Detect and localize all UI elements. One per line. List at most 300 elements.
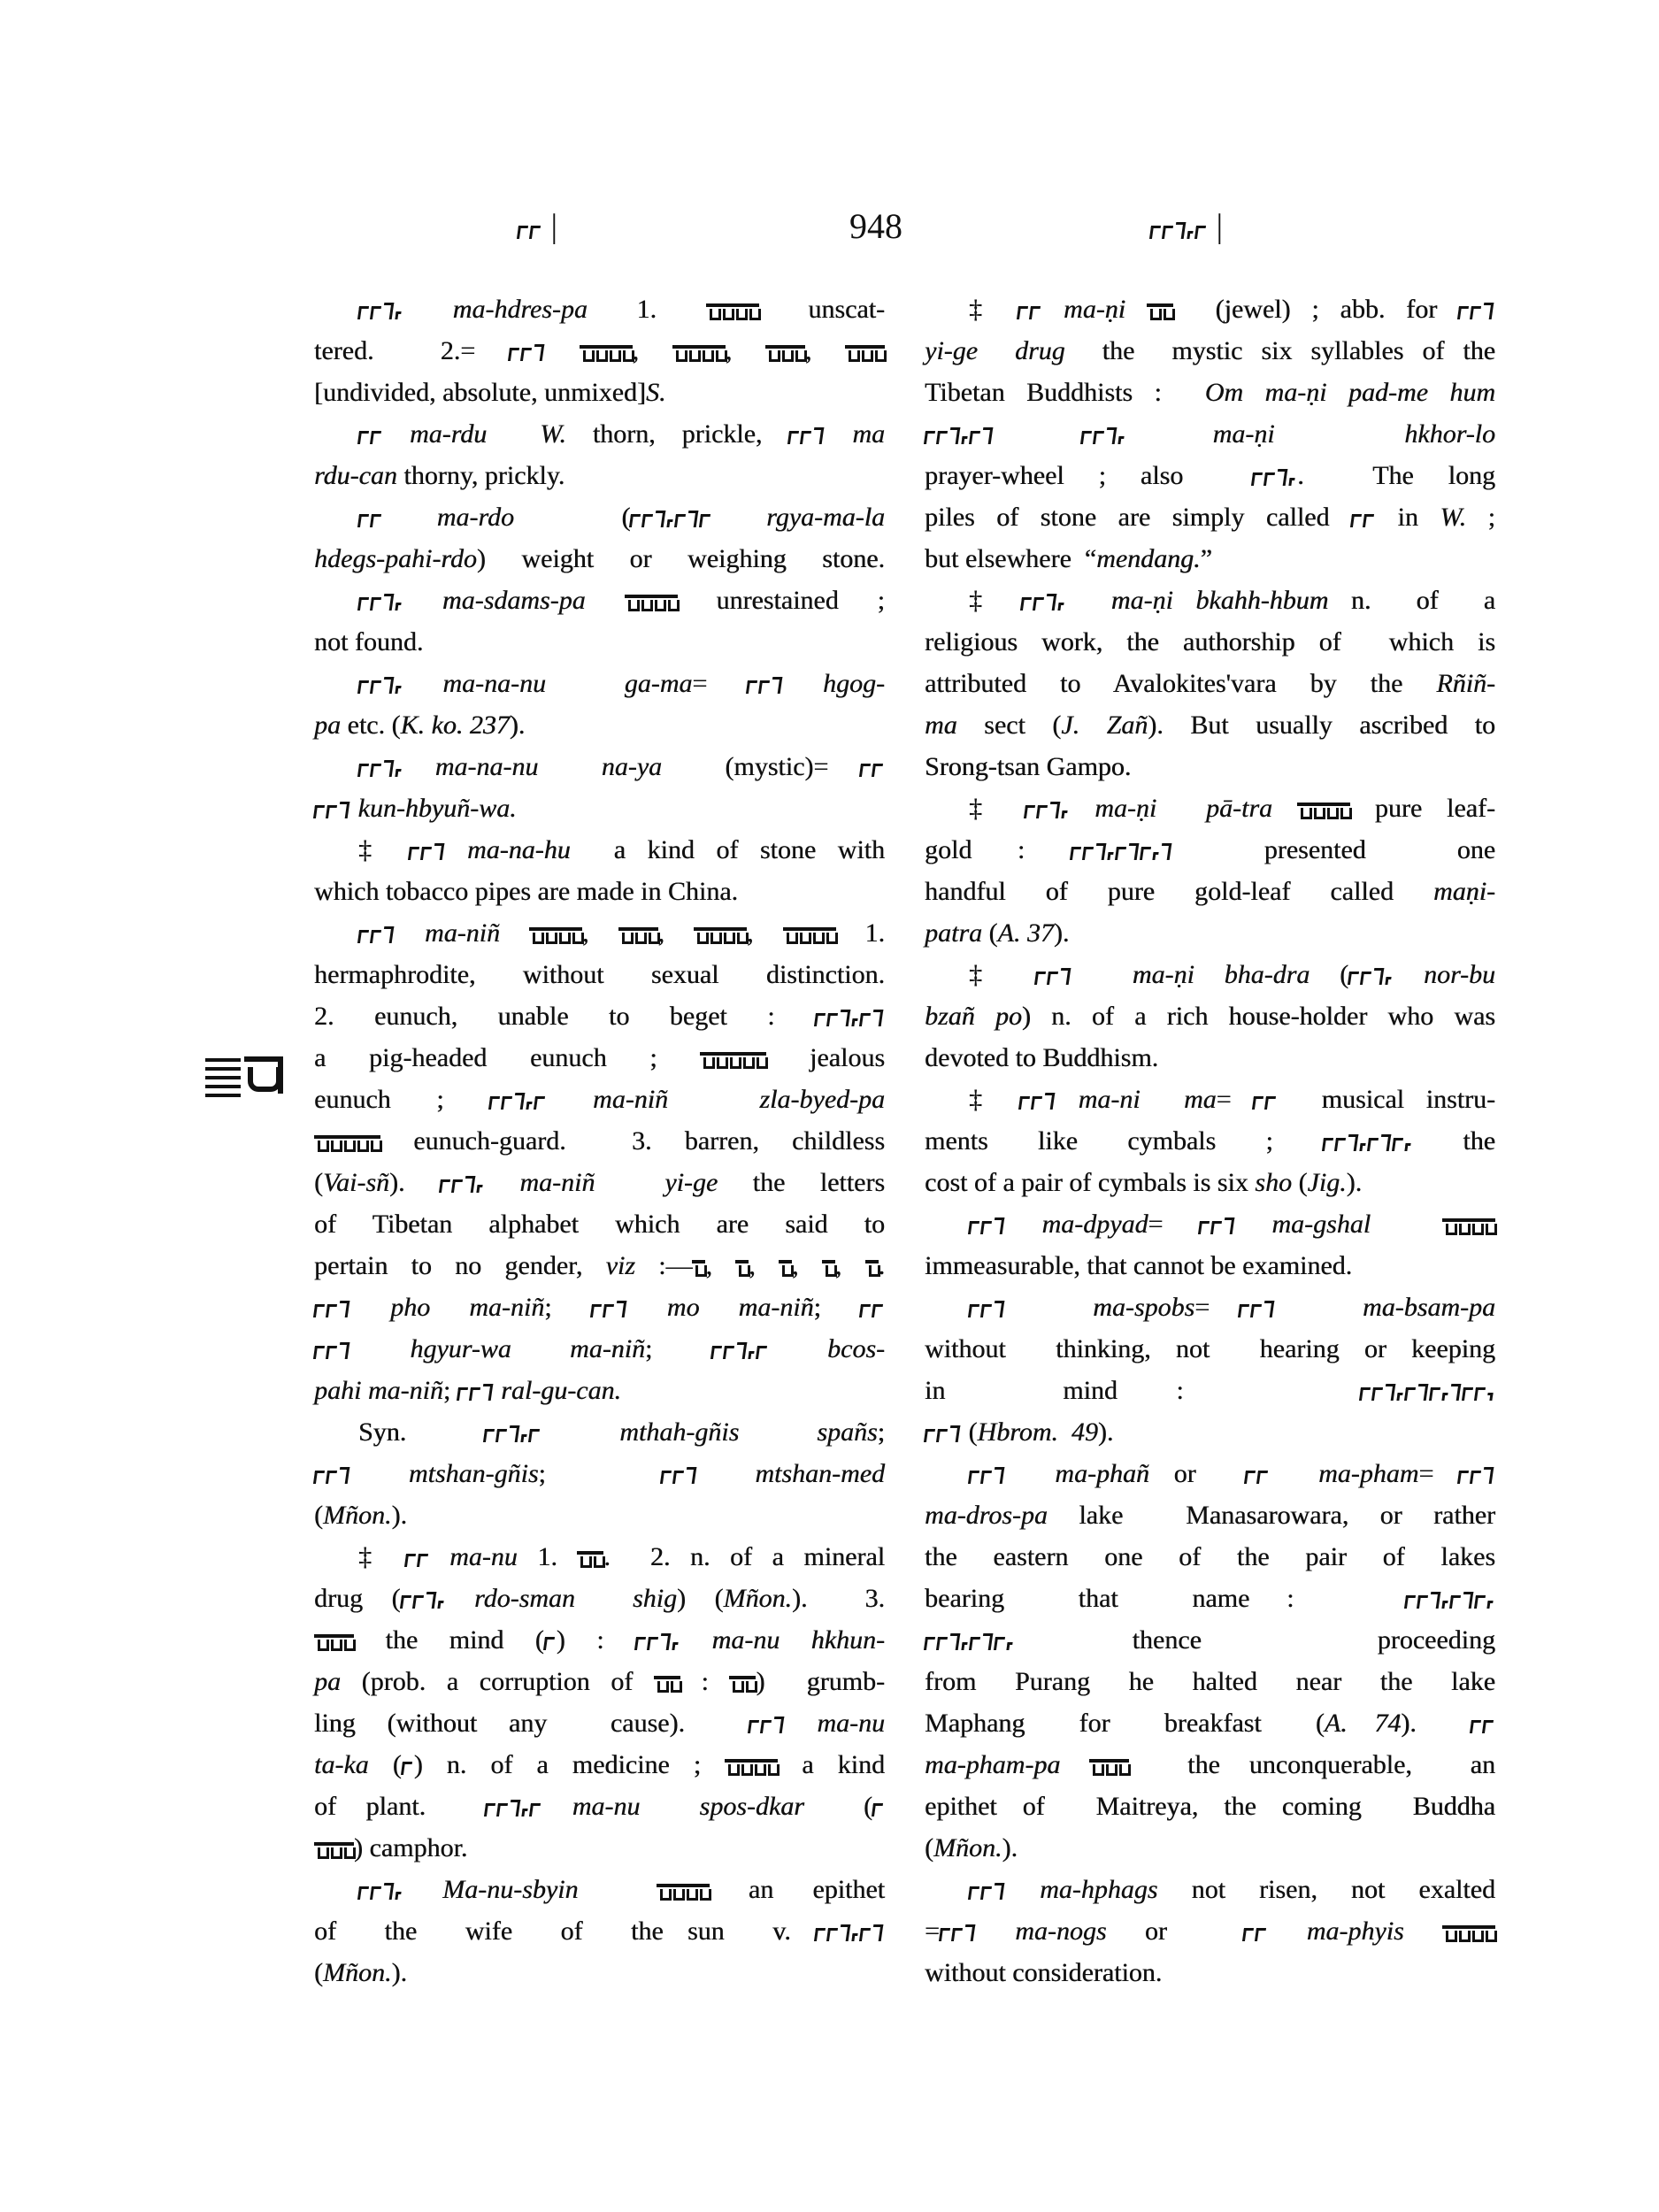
transliteration-text: mtshan-gñis bbox=[351, 1459, 539, 1488]
transliteration-text: kun-hbyuñ-wa. bbox=[351, 794, 517, 823]
definition-text: ‡ bbox=[969, 295, 1018, 324]
transliteration-text: ma-phyis bbox=[1268, 1916, 1442, 1946]
devanagari-script bbox=[1442, 1912, 1495, 1932]
definition-text: the letters bbox=[718, 1168, 886, 1197]
transliteration-text: mthah-gñis spañs bbox=[541, 1417, 878, 1447]
definition-text: lake Manasarowara, or rather bbox=[1047, 1501, 1495, 1530]
definition-text: Maphang for breakfast ( bbox=[925, 1709, 1325, 1738]
transliteration-text: ma-nogs bbox=[976, 1916, 1107, 1946]
devanagari-script bbox=[865, 1247, 879, 1266]
running-head-right bbox=[1150, 205, 1223, 248]
definition-text bbox=[546, 336, 580, 365]
transliteration-text: ma-pham bbox=[1269, 1459, 1419, 1488]
entry-line bbox=[925, 538, 1495, 580]
definition-text: musical instru- bbox=[1278, 1085, 1496, 1114]
transliteration-text: Mñon. bbox=[323, 1501, 392, 1530]
transliteration-text: sho bbox=[1255, 1168, 1292, 1197]
transliteration-text: Hbrom. 49 bbox=[977, 1417, 1098, 1447]
tibetan-script bbox=[1019, 1080, 1056, 1100]
entry-first-line bbox=[314, 746, 885, 787]
entry-first-line bbox=[314, 580, 885, 621]
transliteration-text: ma-na-hu bbox=[445, 835, 571, 864]
definition-text: devoted to Buddhism. bbox=[925, 1043, 1159, 1072]
transliteration-text: Mñon. bbox=[323, 1958, 392, 1987]
tibetan-script bbox=[358, 1870, 403, 1890]
definition-text: ( bbox=[621, 503, 631, 532]
definition-text: bearing that name : bbox=[925, 1584, 1405, 1613]
entry-line bbox=[314, 1494, 885, 1536]
definition-text: the eastern one of the pair of lakes bbox=[925, 1542, 1495, 1571]
entry-line bbox=[925, 746, 1495, 787]
devanagari-script bbox=[779, 1247, 792, 1266]
entry-line bbox=[314, 954, 885, 995]
entry-first-line bbox=[925, 1869, 1495, 1910]
transliteration-text: pho ma-niñ bbox=[351, 1293, 545, 1322]
tibetan-script bbox=[969, 1870, 1006, 1890]
entry-first-line bbox=[314, 1536, 885, 1578]
definition-text: ). 3. bbox=[791, 1584, 885, 1613]
tibetan-script bbox=[747, 664, 784, 684]
entry-first-line bbox=[925, 580, 1495, 621]
definition-text: ‡ bbox=[358, 1542, 405, 1571]
entry-line bbox=[925, 621, 1495, 663]
devanagari-script bbox=[725, 1746, 778, 1765]
entry-line bbox=[925, 1328, 1495, 1370]
transliteration-text: ma-niñ bbox=[396, 918, 529, 948]
transliteration-text: ma-hdres-pa bbox=[403, 295, 637, 324]
definition-text: the unconquerable, an bbox=[1129, 1750, 1495, 1779]
column-right bbox=[925, 288, 1495, 1993]
tibetan-script bbox=[1081, 415, 1126, 434]
definition-text: unscat- bbox=[758, 295, 885, 324]
transliteration-text: Mñon. bbox=[933, 1833, 1002, 1863]
entry-first-line bbox=[314, 663, 885, 704]
definition-text: ). bbox=[1002, 1833, 1018, 1863]
definition-text: , bbox=[725, 336, 765, 365]
devanagari-script bbox=[1442, 1205, 1495, 1225]
definition-text: . 2. n. of a mineral bbox=[603, 1542, 886, 1571]
devanagari-script bbox=[729, 1663, 756, 1682]
tibetan-script bbox=[358, 415, 383, 434]
definition-text: ) weight or weighing stone. bbox=[476, 544, 885, 573]
tibetan-script bbox=[401, 1579, 446, 1599]
entry-line bbox=[314, 1286, 885, 1328]
devanagari-script bbox=[654, 1663, 680, 1682]
devanagari-script bbox=[694, 914, 747, 933]
transliteration-text: ma-pham-pa bbox=[925, 1750, 1090, 1779]
definition-text: , bbox=[657, 918, 694, 948]
definition-text: pure leaf- bbox=[1349, 794, 1495, 823]
entry-line bbox=[925, 1827, 1495, 1869]
tibetan-script bbox=[749, 1704, 786, 1724]
tibetan-script bbox=[969, 1455, 1006, 1474]
transliteration-text: ma-ni ma bbox=[1056, 1085, 1217, 1114]
definition-text: , bbox=[792, 1251, 822, 1280]
transliteration-text: ma-nu spos-dkar bbox=[542, 1792, 804, 1821]
transliteration-text: ma-phañ bbox=[1006, 1459, 1149, 1488]
definition-text: the mystic six syllables of the bbox=[1064, 336, 1495, 365]
definition-text: = bbox=[925, 1916, 940, 1946]
definition-text: thence proceeding bbox=[1015, 1625, 1495, 1655]
devanagari-script bbox=[314, 1829, 354, 1848]
tibetan-script bbox=[484, 1413, 541, 1432]
definition-text: from Purang he halted near the lake bbox=[925, 1667, 1495, 1696]
definition-text: 1. bbox=[636, 295, 706, 324]
entry-line bbox=[314, 372, 885, 413]
transliteration-text: Vai-sñ bbox=[323, 1168, 389, 1197]
running-head-left bbox=[518, 205, 557, 248]
transliteration-text: hgyur-wa ma-niñ bbox=[351, 1334, 646, 1363]
devanagari-script bbox=[700, 1039, 766, 1058]
tibetan-script bbox=[405, 1538, 430, 1557]
entry-line bbox=[314, 1952, 885, 1993]
transliteration-text: K. ko. 237 bbox=[400, 710, 510, 740]
transliteration-text: ma bbox=[826, 419, 886, 449]
definition-text: , bbox=[749, 1251, 780, 1280]
transliteration-text: Om ma-ṇi pad-me hum bbox=[1204, 378, 1496, 407]
devanagari-script bbox=[625, 581, 678, 601]
entry-line bbox=[314, 1786, 885, 1827]
running-head-bar: | bbox=[1216, 208, 1224, 245]
definition-text: Syn. bbox=[358, 1417, 485, 1447]
entry-line bbox=[314, 1328, 885, 1370]
devanagari-script bbox=[1089, 1746, 1129, 1765]
definition-text: pertain to no gender, bbox=[314, 1251, 606, 1280]
definition-text: ; bbox=[645, 1334, 711, 1363]
transliteration-text: ta-ka bbox=[314, 1750, 369, 1779]
tibetan-script bbox=[635, 1621, 680, 1640]
definition-text: = bbox=[1216, 1085, 1254, 1114]
definition-text: not risen, not exalted bbox=[1157, 1875, 1495, 1904]
thumb-index-ma-icon bbox=[205, 1053, 290, 1099]
transliteration-text: ma-rdo bbox=[383, 503, 622, 532]
transliteration-text: S. bbox=[645, 378, 666, 407]
definition-text: :— bbox=[634, 1251, 693, 1280]
definition-text: ” bbox=[1200, 544, 1212, 573]
transliteration-text: mtshan-med bbox=[697, 1459, 885, 1488]
entry-first-line bbox=[925, 1453, 1495, 1494]
transliteration-text: ma-niñ zla-byed-pa bbox=[547, 1085, 885, 1114]
transliteration-text: pahi ma-niñ bbox=[314, 1376, 443, 1405]
entry-line bbox=[314, 1827, 885, 1869]
page-number: 948 bbox=[849, 206, 902, 246]
tibetan-script bbox=[1471, 1704, 1495, 1724]
tibetan-script bbox=[314, 789, 351, 809]
tibetan-script bbox=[544, 1621, 557, 1640]
tibetan-script bbox=[485, 1787, 542, 1807]
definition-text: ‡ bbox=[969, 1085, 1019, 1114]
definition-text: ( bbox=[314, 1958, 323, 1987]
definition-text: of the wife of the sun v. bbox=[314, 1916, 815, 1946]
definition-text: ( bbox=[1291, 1168, 1308, 1197]
tibetan-script bbox=[1252, 457, 1297, 476]
definition-text: a kind bbox=[778, 1750, 885, 1779]
tibetan-script bbox=[409, 831, 446, 850]
definition-text: ) n. of a medicine ; bbox=[413, 1750, 726, 1779]
tibetan-script bbox=[358, 498, 383, 518]
transliteration-text: ma bbox=[925, 710, 957, 740]
entry-line bbox=[314, 1744, 885, 1786]
tibetan-script bbox=[1018, 290, 1042, 310]
definition-text: sect ( bbox=[956, 710, 1062, 740]
devanagari-script bbox=[706, 290, 759, 310]
transliteration-text: ma-ṇi bha-dra bbox=[1072, 960, 1310, 989]
tibetan-script bbox=[872, 1787, 885, 1807]
tibetan-script bbox=[1239, 1288, 1276, 1308]
entry-line bbox=[925, 663, 1495, 704]
tibetan-script bbox=[314, 1455, 351, 1474]
transliteration-text: rdu-can bbox=[314, 461, 397, 490]
definition-text: tered. 2.= bbox=[314, 336, 509, 365]
transliteration-text: ma-rdu W. bbox=[383, 419, 566, 449]
transliteration-text: ma-hphags bbox=[1006, 1875, 1158, 1904]
transliteration-text: Rñiñ- bbox=[1436, 669, 1495, 698]
definition-text: without consideration. bbox=[925, 1958, 1163, 1987]
tibetan-script bbox=[591, 1288, 628, 1308]
tibetan-script bbox=[1150, 207, 1208, 227]
devanagari-script bbox=[580, 332, 633, 351]
tibetan-script bbox=[358, 581, 403, 601]
devanagari-script bbox=[618, 914, 658, 933]
tibetan-script bbox=[1360, 1371, 1495, 1391]
transliteration-text: hgog- bbox=[783, 669, 885, 698]
tibetan-script bbox=[788, 415, 826, 434]
definition-text: or bbox=[1148, 1459, 1245, 1488]
entry-line bbox=[314, 621, 885, 663]
definition-text: ( bbox=[314, 1168, 323, 1197]
tibetan-script bbox=[860, 748, 885, 767]
definition-text: eunuch ; bbox=[314, 1085, 490, 1114]
entry-first-line bbox=[314, 496, 885, 538]
entry-line bbox=[925, 1162, 1495, 1203]
definition-text: of Tibetan alphabet which are said to bbox=[314, 1210, 885, 1239]
transliteration-text: pa bbox=[314, 710, 341, 740]
tibetan-script bbox=[1035, 956, 1072, 975]
entry-line bbox=[925, 1702, 1495, 1744]
devanagari-script bbox=[1297, 789, 1350, 809]
definition-text: in bbox=[1376, 503, 1440, 532]
transliteration-text: W. bbox=[1440, 503, 1467, 532]
transliteration-text: rdo-sman shig bbox=[445, 1584, 677, 1613]
entry-first-line bbox=[925, 787, 1495, 829]
devanagari-script bbox=[577, 1538, 603, 1557]
definition-text: Tibetan Buddhists : bbox=[925, 378, 1205, 407]
tibetan-script bbox=[1025, 789, 1070, 809]
definition-text: ‡ bbox=[969, 586, 1021, 615]
tibetan-script bbox=[815, 1912, 885, 1932]
transliteration-text: A. 74 bbox=[1324, 1709, 1402, 1738]
devanagari-script bbox=[657, 1870, 710, 1890]
entry-first-line bbox=[925, 1079, 1495, 1120]
definition-text: 1. bbox=[517, 1542, 578, 1571]
definition-text: ( bbox=[368, 1750, 402, 1779]
entry-line bbox=[925, 871, 1495, 912]
entry-line bbox=[925, 455, 1495, 496]
transliteration-text: ma-bsam-pa bbox=[1275, 1293, 1495, 1322]
entry-line bbox=[314, 1370, 885, 1411]
entry-line bbox=[314, 1162, 885, 1203]
transliteration-text: ral-gu-can. bbox=[494, 1376, 621, 1405]
tibetan-script bbox=[969, 1288, 1006, 1308]
entry-line bbox=[314, 1910, 885, 1952]
definition-text: in mind : bbox=[925, 1376, 1360, 1405]
definition-text: . bbox=[878, 1251, 886, 1280]
devanagari-script bbox=[529, 914, 582, 933]
definition-text: ments like cymbals ; bbox=[925, 1126, 1324, 1156]
entry-line bbox=[925, 372, 1495, 413]
definition-text: ) n. of a rich house-holder who was bbox=[1021, 1002, 1495, 1031]
definition-text: ). But usually ascribed to bbox=[1148, 710, 1496, 740]
entry-line bbox=[314, 1578, 885, 1619]
transliteration-text: ma-na-nu ga-ma bbox=[403, 669, 693, 698]
devanagari-script bbox=[845, 332, 885, 351]
definition-text: handful of pure gold-leaf called bbox=[925, 877, 1433, 906]
entry-line bbox=[314, 1037, 885, 1079]
definition-text: = bbox=[1148, 1210, 1199, 1239]
transliteration-text: ma-spobs bbox=[1006, 1293, 1195, 1322]
devanagari-script bbox=[822, 1247, 835, 1266]
definition-text: or bbox=[1106, 1916, 1244, 1946]
definition-text: , bbox=[705, 1251, 736, 1280]
entry-line bbox=[314, 1453, 885, 1494]
entry-line bbox=[925, 704, 1495, 746]
transliteration-text: ma-na-nu na-ya bbox=[403, 752, 663, 781]
definition-text: presented one bbox=[1172, 835, 1496, 864]
definition-text: ; bbox=[877, 1417, 886, 1447]
devanagari-script bbox=[314, 1621, 354, 1640]
entry-line bbox=[925, 1661, 1495, 1702]
definition-text: eunuch-guard. 3. barren, childless bbox=[380, 1126, 885, 1156]
definition-text: epithet of Maitreya, the coming Buddha bbox=[925, 1792, 1495, 1821]
definition-text: the bbox=[1413, 1126, 1495, 1156]
entry-line bbox=[925, 995, 1495, 1037]
tibetan-script bbox=[1323, 1122, 1413, 1141]
definition-text: a kind of stone with bbox=[570, 835, 885, 864]
tibetan-script bbox=[1071, 831, 1173, 850]
entry-line bbox=[925, 912, 1495, 954]
entry-first-line bbox=[925, 954, 1495, 995]
tibetan-script bbox=[358, 914, 396, 933]
entry-line bbox=[314, 871, 885, 912]
entry-first-line bbox=[314, 1411, 885, 1453]
definition-text: = bbox=[1418, 1459, 1458, 1488]
definition-text: [undivided, absolute, unmixed] bbox=[314, 378, 646, 407]
transliteration-text: Mñon. bbox=[723, 1584, 792, 1613]
transliteration-text: pa bbox=[314, 1667, 341, 1696]
entry-first-line bbox=[925, 1203, 1495, 1245]
tibetan-script bbox=[1253, 1080, 1278, 1100]
tibetan-script bbox=[1458, 290, 1495, 310]
tibetan-script bbox=[1243, 1912, 1268, 1932]
tibetan-script bbox=[1245, 1455, 1270, 1474]
definition-text: attributed to Avalokites'vara by the bbox=[925, 669, 1437, 698]
definition-text: , bbox=[804, 336, 846, 365]
transliteration-text: viz bbox=[605, 1251, 635, 1280]
definition-text: ). bbox=[389, 1168, 440, 1197]
definition-text: (prob. a corruption of bbox=[341, 1667, 654, 1696]
running-head-bar: | bbox=[550, 208, 558, 245]
entry-line bbox=[314, 1619, 885, 1661]
definition-text: ( bbox=[982, 918, 998, 948]
definition-text: but elsewhere “ bbox=[925, 544, 1097, 573]
entry-line bbox=[925, 330, 1495, 372]
tibetan-script bbox=[969, 1205, 1006, 1225]
definition-text: ). bbox=[391, 1958, 407, 1987]
entry-line bbox=[925, 1619, 1495, 1661]
definition-text: ling (without any cause). bbox=[314, 1709, 749, 1738]
entry-first-line bbox=[314, 1869, 885, 1910]
transliteration-text: nor-bu bbox=[1394, 960, 1496, 989]
definition-text: ). bbox=[509, 710, 526, 740]
tibetan-script bbox=[940, 1912, 977, 1932]
tibetan-script bbox=[457, 1371, 495, 1391]
transliteration-text: yi-ge drug bbox=[925, 336, 1065, 365]
definition-text: (jewel) ; abb. for bbox=[1172, 295, 1459, 324]
definition-text: which tobacco pipes are made in China. bbox=[314, 877, 739, 906]
devanagari-script bbox=[314, 1122, 380, 1141]
definition-text: ( bbox=[314, 1501, 323, 1530]
definition-text: ) camphor. bbox=[354, 1833, 468, 1863]
transliteration-text: ma-gshal bbox=[1235, 1210, 1442, 1239]
definition-text: ; bbox=[544, 1293, 591, 1322]
definition-text: : bbox=[680, 1667, 730, 1696]
tibetan-script bbox=[358, 748, 403, 767]
entry-line bbox=[925, 413, 1495, 455]
entry-first-line bbox=[314, 288, 885, 330]
transliteration-text: ma-dpyad bbox=[1006, 1210, 1148, 1239]
definition-text: gold : bbox=[925, 835, 1071, 864]
definition-text: ) grumb- bbox=[756, 1667, 885, 1696]
entry-line bbox=[925, 829, 1495, 871]
definition-text: ). bbox=[1053, 918, 1070, 948]
tibetan-script bbox=[1458, 1455, 1495, 1474]
transliteration-text: bzañ po bbox=[925, 1002, 1022, 1031]
definition-text: the mind ( bbox=[354, 1625, 544, 1655]
tibetan-script bbox=[630, 498, 712, 518]
definition-text: . The long bbox=[1297, 461, 1496, 490]
transliteration-text: J. Zañ bbox=[1061, 710, 1148, 740]
definition-text: ‡ bbox=[969, 960, 1036, 989]
definition-text: an epithet bbox=[709, 1875, 886, 1904]
tibetan-script bbox=[358, 664, 403, 684]
entry-line bbox=[314, 455, 885, 496]
definition-text: ( bbox=[925, 1833, 933, 1863]
definition-text: cost of a pair of cymbals is six bbox=[925, 1168, 1256, 1197]
entry-line bbox=[925, 1536, 1495, 1578]
definition-text: ). bbox=[391, 1501, 407, 1530]
tibetan-script bbox=[440, 1164, 485, 1183]
transliteration-text: ma-niñ yi-ge bbox=[484, 1168, 718, 1197]
definition-text: immeasurable, that cannot be examined. bbox=[925, 1251, 1353, 1280]
definition-text: ; bbox=[442, 1376, 457, 1405]
devanagari-script bbox=[765, 332, 805, 351]
devanagari-script bbox=[783, 914, 836, 933]
tibetan-script bbox=[402, 1746, 414, 1765]
definition-text: ). bbox=[1097, 1417, 1114, 1447]
definition-text: etc. ( bbox=[341, 710, 401, 740]
tibetan-script bbox=[1405, 1579, 1495, 1599]
transliteration-text: rgya-ma-la bbox=[712, 503, 886, 532]
entry-line bbox=[314, 1661, 885, 1702]
entry-line bbox=[925, 1786, 1495, 1827]
definition-text: (mystic)= bbox=[662, 752, 860, 781]
entry-line bbox=[314, 1702, 885, 1744]
definition-text: unrestained ; bbox=[677, 586, 885, 615]
definition-text: 1. bbox=[835, 918, 885, 948]
entry-line bbox=[925, 1245, 1495, 1286]
tibetan-script bbox=[1348, 956, 1394, 975]
definition-text: thorn, prickle, bbox=[565, 419, 789, 449]
